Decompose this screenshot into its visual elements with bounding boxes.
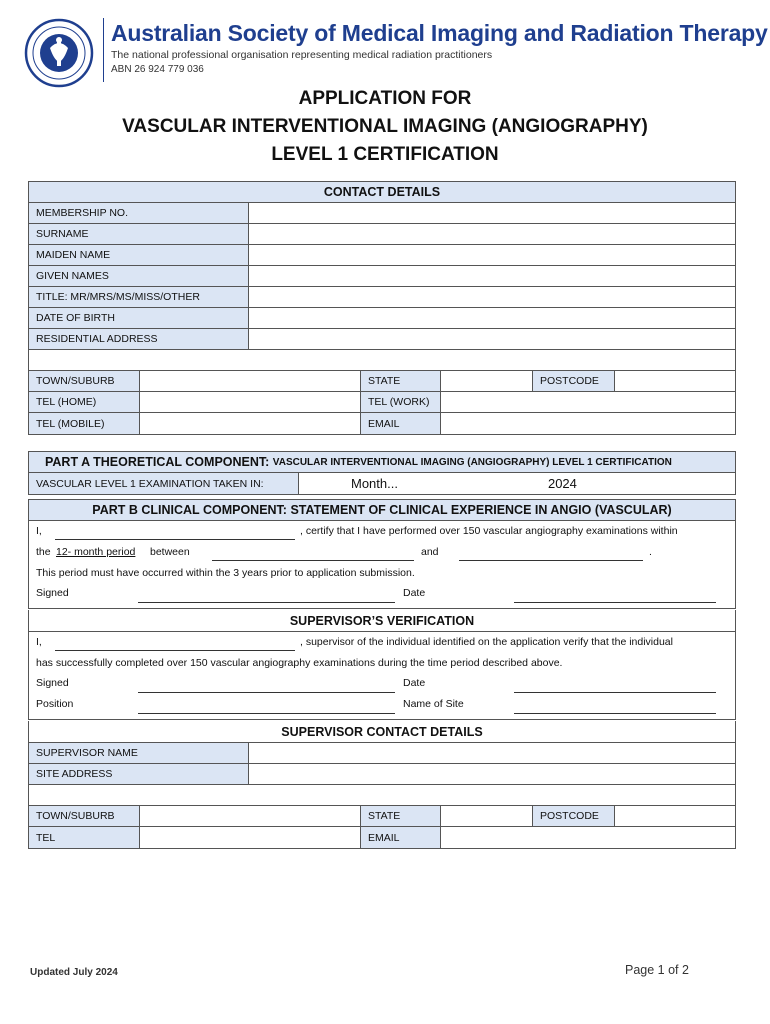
tel-home-field[interactable] [140,392,361,412]
tel-mobile-field[interactable] [140,413,361,434]
contact-details-section [28,181,736,435]
form-title-line2: VASCULAR INTERVENTIONAL IMAGING (ANGIOGRAPHY) [122,116,648,137]
part-b-and-text: and [421,546,439,558]
sc-tel-field[interactable] [140,827,361,848]
part-b-name-line[interactable] [55,539,295,540]
form-title-line3: LEVEL 1 CERTIFICATION [271,144,499,165]
residential-address-field-2[interactable] [29,350,735,370]
supervisor-verification-heading: SUPERVISOR’S VERIFICATION [29,610,735,632]
supervisor-name-field[interactable] [249,743,735,763]
postcode-field[interactable] [615,371,735,391]
updated-date: Updated July 2024 [30,967,118,978]
town-suburb-label: TOWN/SUBURB [29,371,140,391]
exam-month-select[interactable]: Month... [351,476,398,491]
email-field[interactable] [441,413,735,434]
maiden-name-field[interactable] [249,245,735,265]
membership-no-label: MEMBERSHIP NO. [29,203,249,223]
title-field[interactable] [249,287,735,307]
org-name: Australian Society of Medical Imaging and Radiation Therapy [111,20,768,46]
sc-state-field[interactable] [441,806,533,826]
surname-field[interactable] [249,224,735,244]
tel-mobile-label: TEL (MOBILE) [29,413,140,434]
sc-town-label: TOWN/SUBURB [29,806,140,826]
tel-work-label: TEL (WORK) [361,392,441,412]
part-a-heading [29,452,735,472]
site-address-label: SITE ADDRESS [29,764,249,784]
sv-site-label: Name of Site [403,698,464,710]
sv-line2: has successfully completed over 150 vascular angiography examinations during the time period described above. [36,657,563,669]
maiden-name-label: MAIDEN NAME [29,245,249,265]
sv-site-line[interactable] [514,713,716,714]
exam-taken-field[interactable] [299,473,735,494]
state-label: STATE [361,371,441,391]
sv-i-label: I, [36,636,42,648]
membership-no-field[interactable] [249,203,735,223]
part-b-heading: PART B CLINICAL COMPONENT: STATEMENT OF CLINICAL EXPERIENCE IN ANGIO (VASCULAR) [29,500,735,521]
given-names-field[interactable] [249,266,735,286]
part-b-between-text: between [150,546,190,558]
sv-name-line[interactable] [55,650,295,651]
sc-postcode-label: POSTCODE [533,806,615,826]
tel-work-field[interactable] [441,392,735,412]
date-of-birth-label: DATE OF BIRTH [29,308,249,328]
contact-details-heading: CONTACT DETAILS [29,182,735,202]
part-b-end-date-line[interactable] [459,560,643,561]
part-a-section [28,451,736,495]
supervisor-name-label: SUPERVISOR NAME [29,743,249,763]
date-of-birth-field[interactable] [249,308,735,328]
tel-home-label: TEL (HOME) [29,392,140,412]
form-title-line1: APPLICATION FOR [298,88,472,109]
part-b-signed-line[interactable] [138,602,395,603]
sv-verify-text: , supervisor of the individual identified on the application verify that the individual [300,636,673,648]
sv-signed-label: Signed [36,677,69,689]
site-address-field[interactable] [249,764,735,784]
part-b-period-text: 12- month period [56,546,136,558]
town-suburb-field[interactable] [140,371,361,391]
part-b-note: This period must have occurred within the 3 years prior to application submission. [36,567,415,579]
supervisor-contact-heading: SUPERVISOR CONTACT DETAILS [29,721,735,742]
part-b-i-label: I, [36,525,42,537]
sv-date-label: Date [403,677,426,689]
surname-label: SURNAME [29,224,249,244]
given-names-label: GIVEN NAMES [29,266,249,286]
sc-tel-label: TEL [29,827,140,848]
part-b-date-line[interactable] [514,602,716,603]
part-b-the-text: the [36,546,51,558]
part-b-signed-label: Signed [36,587,69,599]
page-number: Page 1 of 2 [625,963,689,977]
sv-position-label: Position [36,698,74,710]
state-field[interactable] [441,371,533,391]
site-address-field-2[interactable] [29,785,735,805]
sv-position-line[interactable] [138,713,395,714]
sv-signed-line[interactable] [138,692,395,693]
header-divider [103,18,104,82]
part-b-start-date-line[interactable] [212,560,414,561]
sc-postcode-field[interactable] [615,806,735,826]
asmirt-logo-icon [20,18,98,88]
sv-date-line[interactable] [514,692,716,693]
supervisor-contact-section [28,721,736,849]
part-b-date-label: Date [403,587,426,599]
sc-email-label: EMAIL [361,827,441,848]
org-tagline: The national professional organisation representing medical radiation practitioners [111,49,493,61]
part-b-period-end: . [649,546,652,558]
part-a-heading-rest: VASCULAR INTERVENTIONAL IMAGING (ANGIOGRAPHY) LEVEL 1 CERTIFICATION [272,456,672,468]
exam-year-select[interactable]: 2024 [547,476,577,491]
residential-address-field[interactable] [249,329,735,349]
sc-town-field[interactable] [140,806,361,826]
residential-address-label: RESIDENTIAL ADDRESS [29,329,249,349]
postcode-label: POSTCODE [533,371,615,391]
org-abn: ABN 26 924 779 036 [111,64,204,75]
part-a-heading-bold: PART A THEORETICAL COMPONENT: [45,455,270,469]
sc-email-field[interactable] [441,827,735,848]
part-b-certify-text: , certify that I have performed over 150 vascular angiography examinations within [300,525,678,537]
email-label: EMAIL [361,413,441,434]
exam-taken-label: VASCULAR LEVEL 1 EXAMINATION TAKEN IN: [29,473,299,494]
sc-state-label: STATE [361,806,441,826]
title-label: TITLE: MR/MRS/MS/MISS/OTHER [29,287,249,307]
